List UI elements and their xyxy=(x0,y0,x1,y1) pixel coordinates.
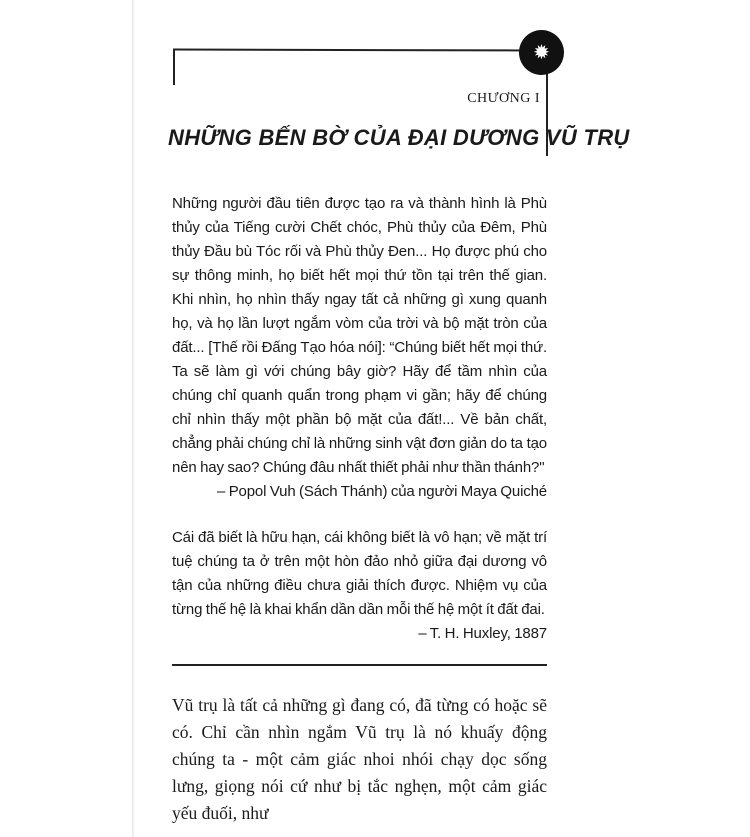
epigraph-text: Cái đã biết là hữu hạn, cái không biết là vô hạn; về mặt trí tuệ chúng ta ở trên một hòn đảo nhỏ giữa đại dương vô tận của những điều chưa giải thích được. Nhiệm vụ của từng thế hệ là khai khẩn dần dần mỗi thế hệ một ít đất đai. xyxy=(172,529,547,618)
starburst-icon: ✹ xyxy=(533,41,550,64)
epigraph-text: Những người đầu tiên được tạo ra và thành hình là Phù thủy của Tiếng cười Chết chóc, Phù thủy của Đêm, Phù thủy Đầu bù Tóc rối và Phù thủy Đen... Họ được phú cho sự thông minh, họ biết hết mọi thứ tồn tại trên thế gian. Khi nhìn, họ nhìn thấy ngay tất cả những gì xung quanh họ, và họ lần lượt ngắm vòm của trời và bộ mặt tròn của đất... [Thế rồi Đấng Tạo hóa nói]: “Chúng biết hết mọi thứ. Ta sẽ làm gì với chúng bây giờ? Hãy để tầm nhìn của chúng chỉ quanh quẩn trong phạm vi gần; hãy để chúng chỉ nhìn thấy một phần bộ mặt của đất!... Về bản chất, chẳng phải chúng chỉ là những sinh vật đơn giản do ta tạo nên hay sao? Chúng đâu nhất thiết phải như thần thánh?" xyxy=(172,195,547,476)
body-paragraph: Vũ trụ là tất cả những gì đang có, đã từng có hoặc sẽ có. Chỉ cần nhìn ngắm Vũ trụ là nó khuấy động chúng ta - một cảm giác nhoi nhói chạy dọc sống lưng, giọng nói cứ như bị tắc nghẹn, một cảm giác yếu đuối, như xyxy=(172,695,547,823)
epigraph-2 xyxy=(172,526,547,646)
chapter-title: NHỮNG BẾN BỜ CỦA ĐẠI DƯƠNG VŨ TRỤ xyxy=(168,125,630,150)
epigraph-credit: – Popol Vuh (Sách Thánh) của người Maya Quiché xyxy=(216,483,547,500)
epigraph-credit: – T. H. Huxley, 1887 xyxy=(418,625,547,642)
epigraph-1 xyxy=(172,192,547,504)
page-edge-shadow xyxy=(132,0,135,837)
section-divider xyxy=(172,664,547,666)
page-content xyxy=(172,0,547,837)
chapter-label: CHƯƠNG I xyxy=(467,91,540,106)
